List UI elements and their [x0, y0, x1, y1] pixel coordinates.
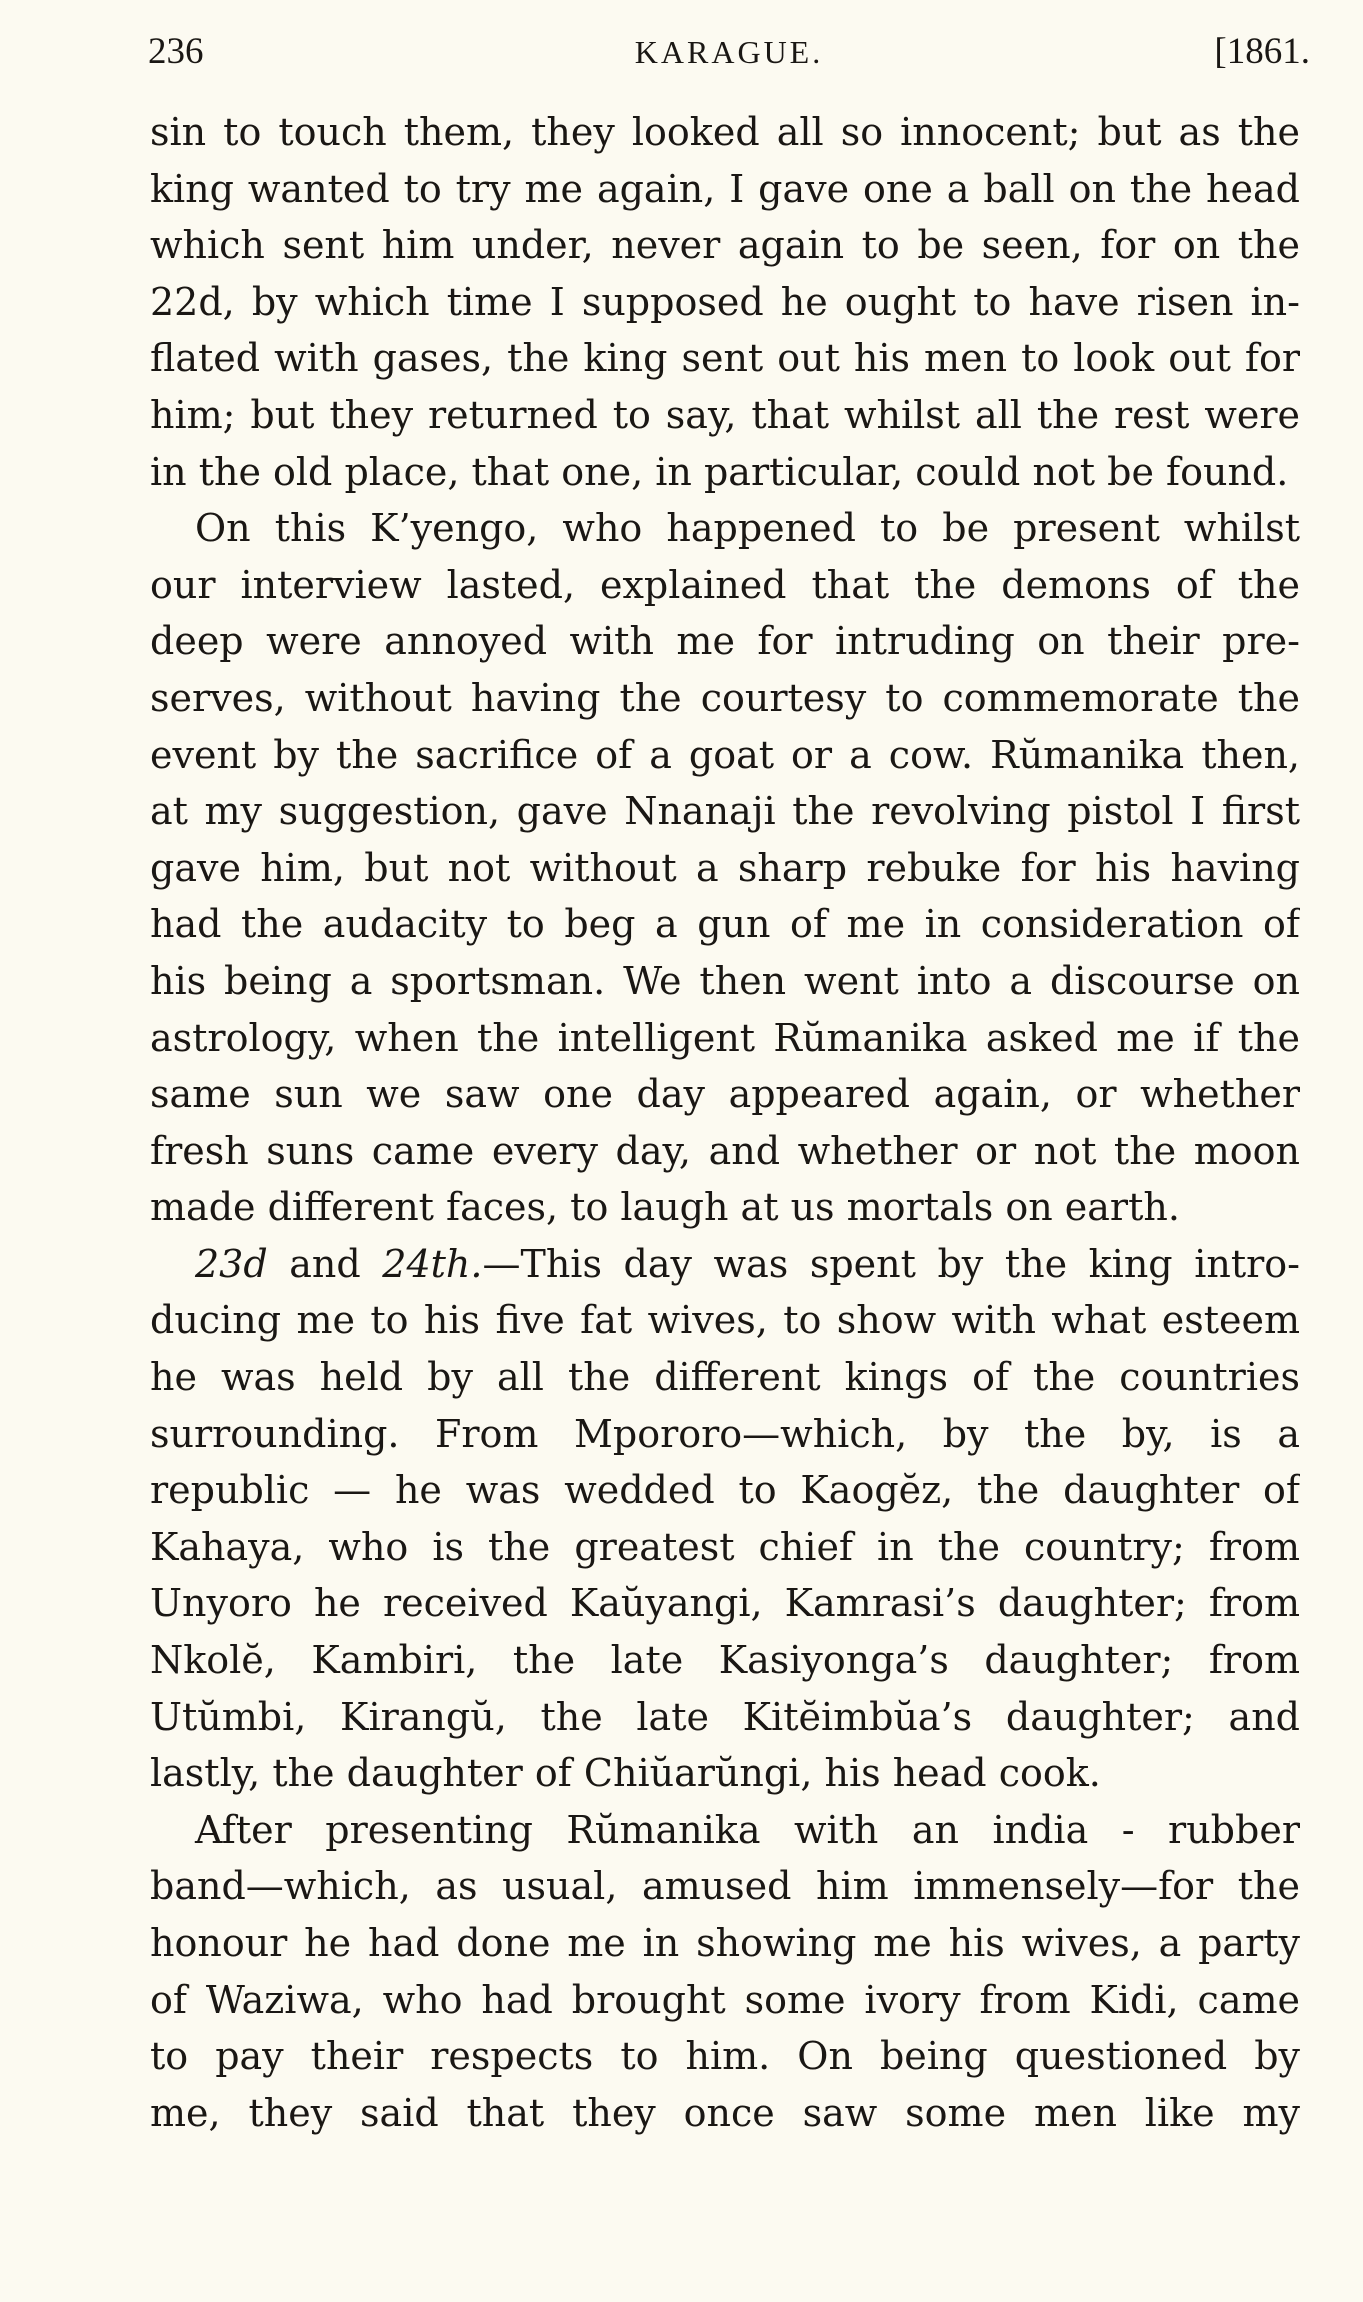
text-line: him; but they returned to say, that whilst all the rest were: [150, 392, 1300, 437]
text-line: me, they said that they once saw some men like my: [150, 2090, 1300, 2135]
text-line: Nkolĕ, Kambiri, the late Kasiyonga’s daughter; from: [150, 1638, 1300, 1683]
text-line: to pay their respects to him. On being questioned by: [150, 2034, 1300, 2079]
body-text: [150, 104, 1300, 2141]
text-line: republic — he was wedded to Kaogĕz, the daughter of: [150, 1468, 1300, 1513]
text-line: in the old place, that one, in particular, could not be found.: [150, 449, 1289, 494]
text-line: king wanted to try me again, I gave one a ball on the head: [150, 166, 1300, 211]
text-line: deep were annoyed with me for intruding on their pre-: [150, 619, 1300, 664]
text-line: band—which, as usual, amused him immensely—for the: [150, 1864, 1300, 1909]
text-line: fresh suns came every day, and whether or not the moon: [150, 1128, 1300, 1173]
text-line: serves, without having the courtesy to commemorate the: [150, 675, 1300, 720]
date-23d: 23d: [195, 1241, 268, 1286]
text-line: Utŭmbi, Kirangŭ, the late Kitĕimbŭa’s daughter; and: [150, 1694, 1300, 1739]
text-line: After presenting Rŭmanika with an india - rubber: [195, 1807, 1300, 1852]
text-line: sin to touch them, they looked all so innocent; but as the: [150, 110, 1300, 154]
text-line: he was held by all the different kings of the countries: [150, 1355, 1300, 1400]
text-line: at my suggestion, gave Nnanaji the revolving pistol I first: [150, 789, 1300, 834]
text-line-dated: [150, 1236, 1300, 1293]
text-line: honour he had done me in showing me his wives, a party: [150, 1921, 1300, 1965]
text-line: flated with gases, the king sent out his men to look out for: [150, 336, 1300, 381]
text-line: had the audacity to beg a gun of me in consideration of: [150, 902, 1300, 947]
text-line: his being a sportsman. We then went into a discourse on: [150, 958, 1300, 1003]
text-line: of Waziwa, who had brought some ivory from Kidi, came: [150, 1977, 1300, 2022]
text-line: event by the sacrifice of a goat or a cow. Rŭmanika then,: [150, 732, 1300, 777]
page-number: 236: [148, 31, 204, 72]
text-line: gave him, but not without a sharp rebuke for his having: [150, 845, 1300, 890]
dated-line-text: —This day was spent by the king intro-: [482, 1241, 1300, 1286]
date-connector: and: [267, 1241, 383, 1286]
running-title: KARAGUE.: [634, 34, 824, 70]
text-line: Kahaya, who is the greatest chief in the country; from: [150, 1524, 1300, 1569]
text-line: same sun we saw one day appeared again, or whether: [150, 1072, 1300, 1117]
text-line: ducing me to his five fat wives, to show with what esteem: [150, 1298, 1300, 1343]
text-line: which sent him under, never again to be seen, for on the: [150, 223, 1300, 268]
date-24th: 24th.: [382, 1241, 483, 1286]
text-line: surrounding. From Mpororo—which, by the by, is a: [150, 1411, 1300, 1456]
text-line: Unyoro he received Kaŭyangi, Kamrasi’s daughter; from: [150, 1581, 1300, 1626]
text-line: lastly, the daughter of Chiŭarŭngi, his head cook.: [150, 1751, 1101, 1796]
text-line: astrology, when the intelligent Rŭmanika asked me if the: [150, 1015, 1300, 1060]
running-year: [1861.: [1214, 31, 1310, 72]
text-line: On this K’yengo, who happened to be present whilst: [195, 506, 1300, 551]
text-line: 22d, by which time I supposed he ought to have risen in-: [150, 279, 1300, 324]
running-head: [148, 22, 1310, 82]
text-line: our interview lasted, explained that the demons of the: [150, 562, 1300, 607]
text-line: made different faces, to laugh at us mortals on earth.: [150, 1185, 1180, 1230]
